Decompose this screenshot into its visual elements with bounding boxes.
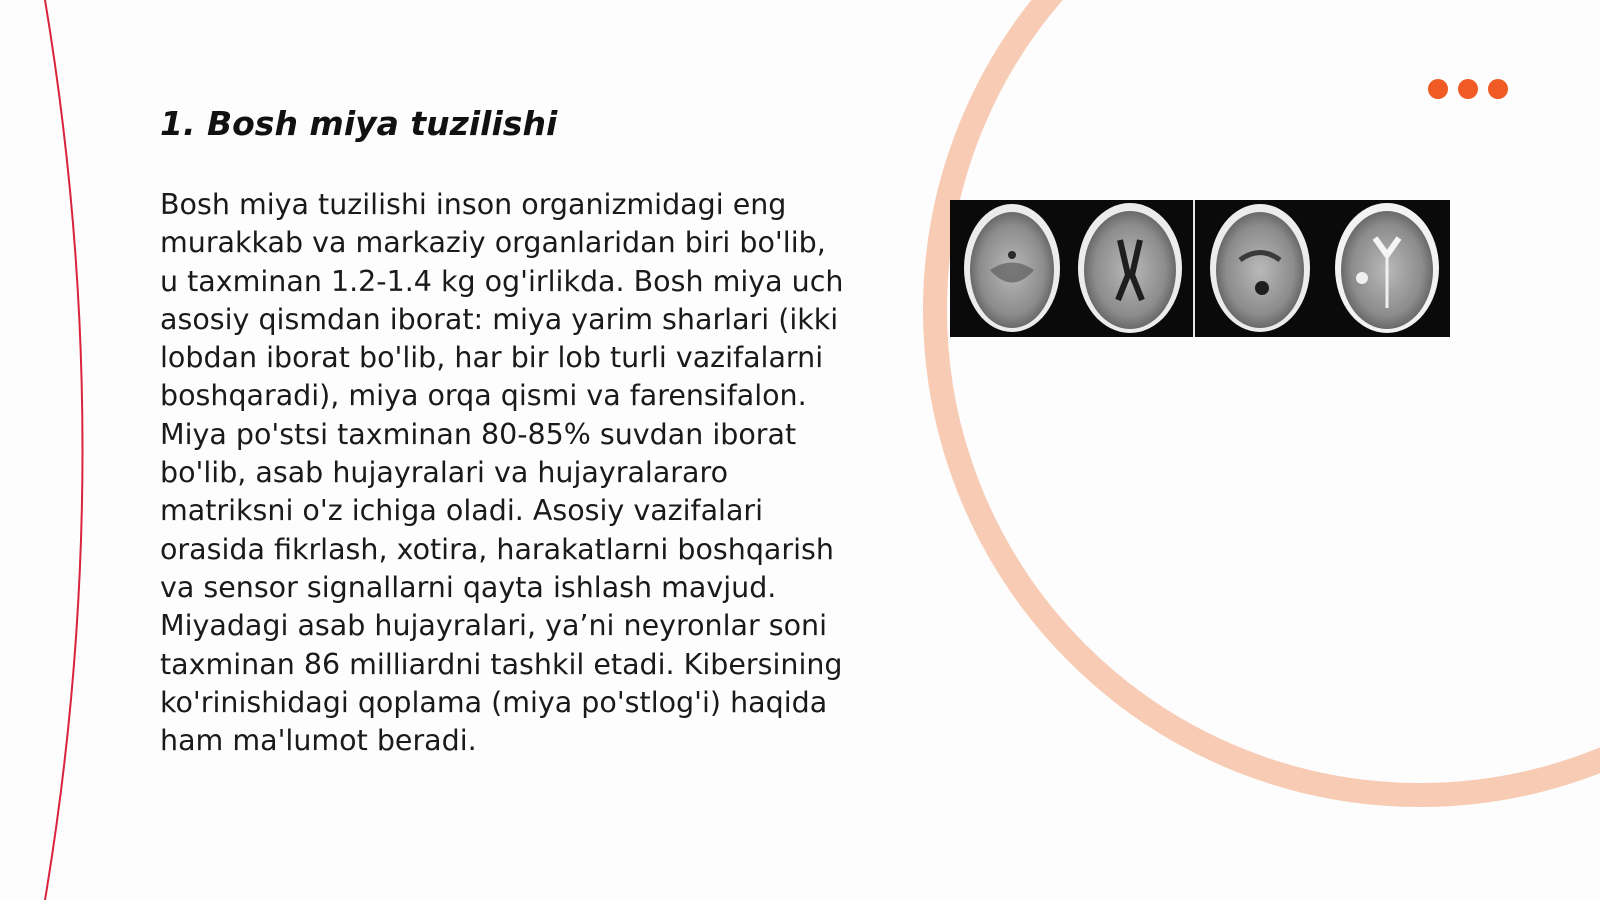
left-red-curve <box>45 0 83 900</box>
scan-slice-2 <box>1078 203 1182 333</box>
dot-icon <box>1458 79 1478 99</box>
dot-icon <box>1428 79 1448 99</box>
scan-slice-4 <box>1335 203 1439 333</box>
dot-icon <box>1488 79 1508 99</box>
slide-body-text: Bosh miya tuzilishi inson organizmidagi eng murakkab va markaziy organlaridan biri bo'lib, u taxminan 1.2-1.4 kg og'irlikda. Bosh miya uch asosiy qismdan iborat: miya yarim sharlari (ikki lobdan iborat bo'lib, har bir lob turli vazifalarni boshqaradi), miya orqa qismi va farensifalon. Miya po'stsi taxminan 80-85% suvdan iborat bo'lib, asab hujayralari va hujayralararo matriksni o'z ichiga oladi. Asosiy vazifalari orasida fikrlash, xotira, harakatlarni boshqarish va sensor signallarni qayta ishlash mavjud. Miyadagi asab hujayralari, ya’ni neyronlar soni taxminan 86 milliardni tashkil etadi. Kibersining ko'rinishidagi qoplama (miya po'stlog'i) haqida ham ma'lumot beradi. <box>160 188 844 758</box>
scan-slice-1 <box>964 204 1060 332</box>
orange-dots <box>1428 79 1508 99</box>
slide-title: 1. Bosh miya tuzilishi <box>160 104 558 143</box>
brain-ct-scan-image <box>950 200 1450 337</box>
scan-slice-3 <box>1210 204 1310 332</box>
brain-ct-scan-icon <box>950 200 1450 337</box>
peach-arc <box>935 0 1600 795</box>
